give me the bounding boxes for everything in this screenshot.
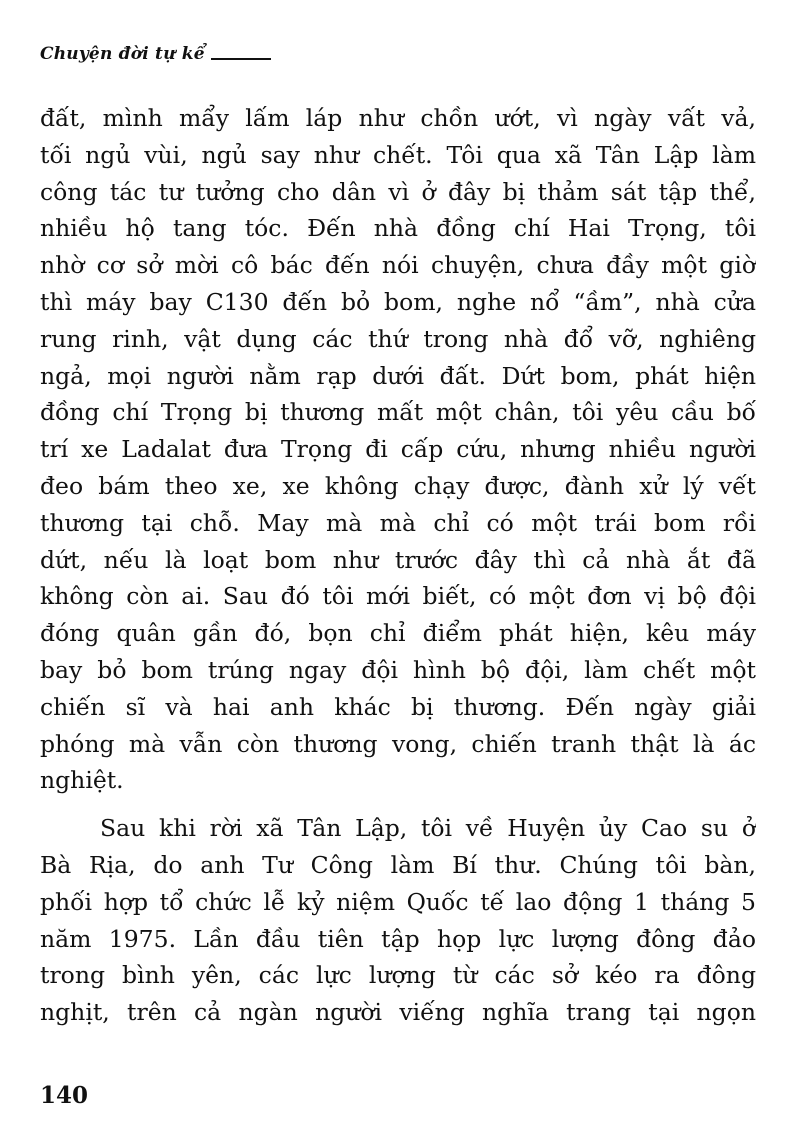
text-line: chiến sĩ và hai anh khác bị thương. Đến ngày giải [40,692,756,721]
text-line: đeo bám theo xe, xe không chạy được, đành xử lý vết [40,471,756,500]
text-line: đồng chí Trọng bị thương mất một chân, tôi yêu cầu bố [40,398,756,427]
text-line: thì máy bay C130 đến bỏ bom, nghe nổ “ầm”, nhà cửa [40,287,756,316]
text-line: nghiệt. [40,766,124,795]
text-line: phối hợp tổ chức lễ kỷ niệm Quốc tế lao động 1 tháng 5 [40,887,756,916]
text-line: năm 1975. Lần đầu tiên tập họp lực lượng đông đảo [40,924,756,953]
text-line: trí xe Ladalat đưa Trọng đi cấp cứu, nhưng nhiều người [40,435,756,464]
text-line: rung rinh, vật dụng các thứ trong nhà đổ vỡ, nghiêng [40,324,756,353]
text-line: công tác tư tưởng cho dân vì ở đây bị thảm sát tập thể, [40,177,756,206]
header-rule [211,58,271,60]
paragraph-gap [40,799,756,810]
text-line: thương tại chỗ. May mà mà chỉ có một trái bom rồi [40,508,756,537]
text-line: ngả, mọi người nằm rạp dưới đất. Dứt bom, phát hiện [40,361,756,390]
text-line: phóng mà vẫn còn thương vong, chiến tranh thật là ác [40,729,756,758]
text-line: Sau khi rời xã Tân Lập, tôi về Huyện ủy Cao su ở [100,814,756,843]
text-line: không còn ai. Sau đó tôi mới biết, có một đơn vị bộ đội [40,582,756,611]
body-text [40,100,756,1031]
text-line: dứt, nếu là loạt bom như trước đây thì cả nhà ắt đã [40,545,756,574]
text-line: nhờ cơ sở mời cô bác đến nói chuyện, chưa đầy một giờ [40,251,756,280]
text-line: tối ngủ vùi, ngủ say như chết. Tôi qua xã Tân Lập làm [40,140,756,169]
text-line: nhiều hộ tang tóc. Đến nhà đồng chí Hai Trọng, tôi [40,214,756,243]
text-line: đất, mình mẩy lấm láp như chồn ướt, vì ngày vất vả, [40,104,756,132]
paragraph-2 [40,810,756,1031]
text-line: Bà Rịa, do anh Tư Công làm Bí thư. Chúng tôi bàn, [40,850,756,879]
book-title: Chuyện đời tự kể [40,44,205,64]
text-line: trong bình yên, các lực lượng từ các sở kéo ra đông [40,961,756,990]
text-line: nghịt, trên cả ngàn người viếng nghĩa trang tại ngọn [40,998,756,1027]
page-number: 140 [40,1082,89,1109]
text-line: đóng quân gần đó, bọn chỉ điểm phát hiện, kêu máy [40,619,756,648]
paragraph-1 [40,100,756,799]
running-header [40,44,271,64]
text-line: bay bỏ bom trúng ngay đội hình bộ đội, làm chết một [40,655,756,684]
